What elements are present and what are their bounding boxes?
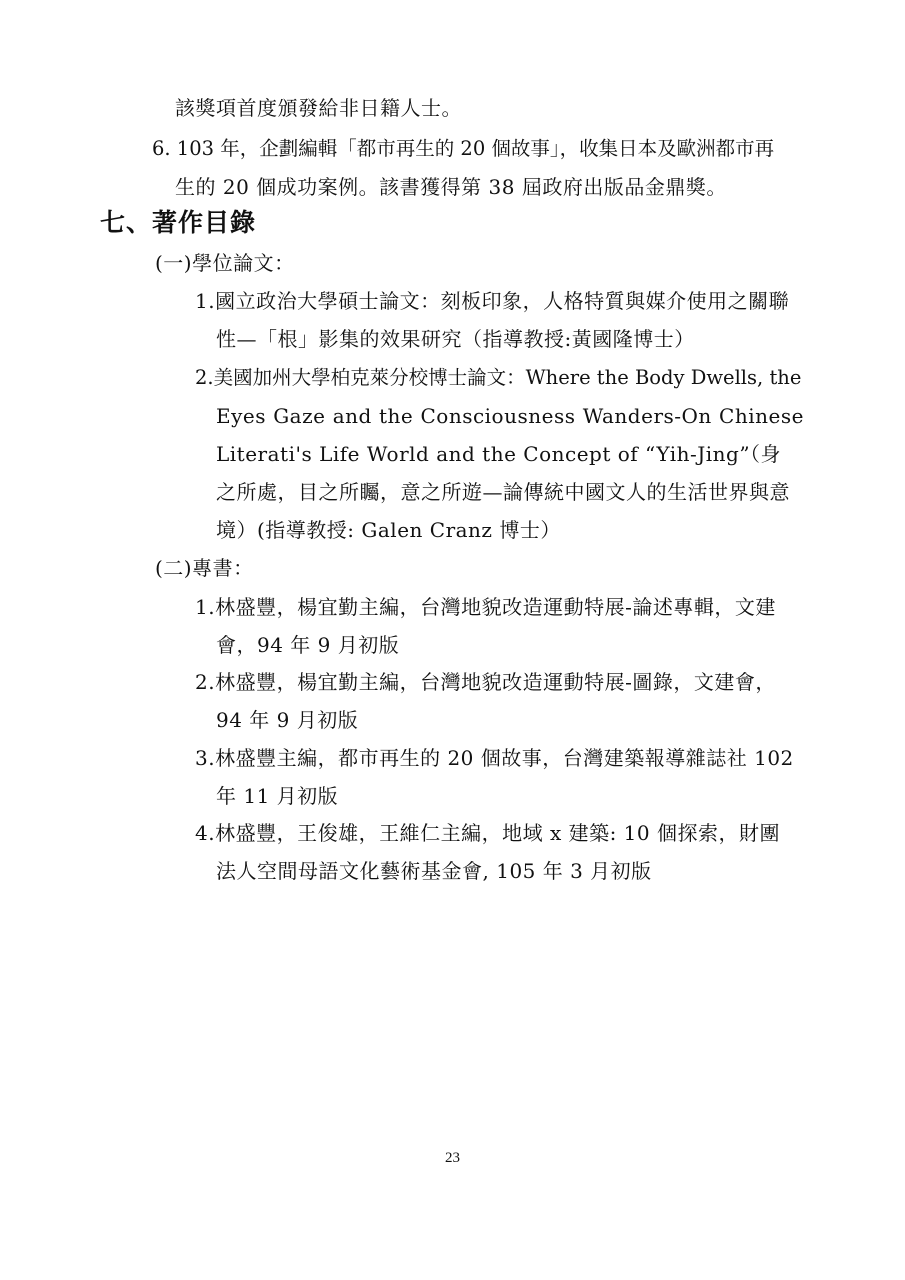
word: Chinese <box>719 404 804 428</box>
subheading-theses: (一)學位論文： <box>155 251 295 275</box>
book-1-line-1: 1.林盛豐，楊宜勤主編，台灣地貌改造運動特展-論述專輯，文建 <box>195 595 776 619</box>
book-4-line-1: 4.林盛豐，王俊雄，王維仁主編，地域 x 建築: 10 個探索，財團 <box>195 821 780 845</box>
book-4-line-2: 法人空間母語文化藝術基金會, 105 年 3 月初版 <box>216 859 652 883</box>
section-heading-publications: 七、著作目錄 <box>100 208 257 237</box>
book-1-line-2: 會，94 年 9 月初版 <box>216 633 400 657</box>
thesis-1-line-1: 1.國立政治大學碩士論文：刻板印象，人格特質與媒介使用之關聯 <box>195 289 790 313</box>
award-item-6-line-1: 6. 103 年，企劃編輯「都市再生的 20 個故事」，收集日本及歐洲都市再 <box>152 137 775 160</box>
page-number: 23 <box>445 1150 460 1166</box>
thesis-2-line-5: 境）(指導教授: Galen Cranz 博士） <box>216 518 561 542</box>
word: Wanders-On <box>582 404 712 428</box>
book-3-line-1: 3.林盛豐主編，都市再生的 20 個故事，台灣建築報導雜誌社 102 <box>195 746 794 770</box>
thesis-2-line-3: Literati's Life World and the Concept of “Yih-Jing”（身 <box>216 442 782 466</box>
word: Consciousness <box>420 404 576 428</box>
word: the <box>379 404 414 428</box>
word: Gaze <box>273 404 326 428</box>
word: Eyes <box>216 404 266 428</box>
thesis-1-line-2: 性—「根」影集的效果研究（指導教授:黃國隆博士） <box>216 327 695 351</box>
thesis-2-line-2 <box>216 403 804 429</box>
subheading-books: (二)專書： <box>155 556 254 580</box>
book-2-line-1: 2.林盛豐，楊宜勤主編，台灣地貌改造運動特展-圖錄，文建會， <box>195 670 776 694</box>
thesis-2-line-1: 2.美國加州大學柏克萊分校博士論文：Where the Body Dwells, the <box>195 366 802 389</box>
award-item-6-line-2: 生的 20 個成功案例。該書獲得第 38 屆政府出版品金鼎獎。 <box>175 175 727 199</box>
word: and <box>332 404 372 428</box>
book-3-line-2: 年 11 月初版 <box>216 784 339 808</box>
book-2-line-2: 94 年 9 月初版 <box>216 708 359 732</box>
thesis-2-line-4: 之所處，目之所矚，意之所遊—論傳統中國文人的生活世界與意 <box>216 480 790 504</box>
award-continuation-text: 該獎項首度頒發給非日籍人士。 <box>175 96 462 120</box>
